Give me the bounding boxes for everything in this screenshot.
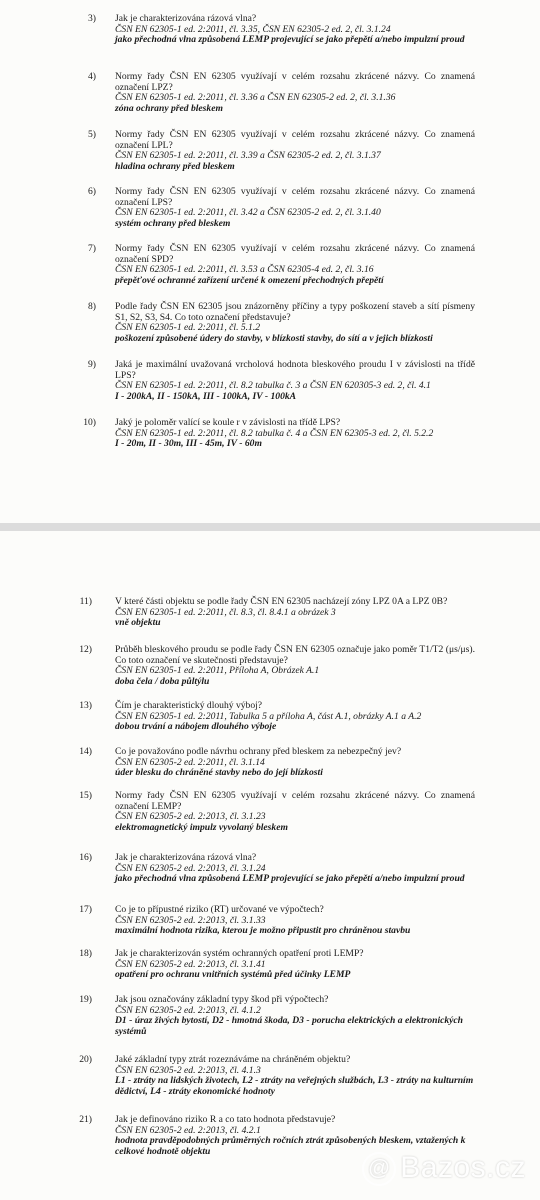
standard-reference: ČSN EN 62305-2 ed. 2:2013, čl. 3.1.24 [115, 862, 266, 874]
standard-reference: ČSN EN 62305-2 ed. 2:2013, čl. 3.1.33 [115, 914, 266, 926]
question-text: Jak je charakterizována rázová vlna? [115, 13, 257, 24]
question-number: 5) [88, 129, 96, 140]
standard-reference: ČSN EN 62305-2 ed. 2:2013, čl. 4.1.2 [115, 1004, 261, 1016]
question-text: Jak je charakterizována rázová vlna? [115, 852, 257, 863]
answer-text: maximální hodnota rizika, kterou je možno připustit pro chráněnou stavbu [115, 925, 411, 937]
standard-reference: ČSN EN 62305-1 ed. 2:2011, Tabulka 5 a příloha A, část A.1, obrázky A.1 a A.2 [115, 710, 422, 722]
question-number: 18) [79, 948, 92, 959]
question-text: Normy řady ČSN EN 62305 využívají v celém rozsahu zkrácené názvy. Co znamená označení LPZ? [115, 71, 475, 93]
answer-text: jako přechodná vlna způsobená LEMP projevující se jako přepětí a/nebo impulzní proud [115, 873, 465, 885]
at-sign-icon: @ [362, 1152, 396, 1186]
answer-text: vně objektu [115, 617, 161, 629]
question-number: 13) [79, 700, 92, 711]
standard-reference: ČSN EN 62305-1 ed. 2:2011, čl. 3.35, ČSN EN 62305-2 ed. 2, čl. 3.1.24 [115, 23, 391, 35]
question-text: Podle řady ČSN EN 62305 jsou znázorněny příčiny a typy poškození staveb a sítí písmeny S1, S2, S3, S4. Co toto označení představuje? [115, 301, 475, 323]
standard-reference: ČSN EN 62305-2 ed. 2:2013, čl. 4.1.3 [115, 1064, 261, 1076]
standard-reference: ČSN EN 62305-1 ed. 2:2011, čl. 8.2 tabulka č. 4 a ČSN EN 62305-3 ed. 2, čl. 5.2.2 [115, 427, 434, 439]
question-number: 10) [83, 417, 96, 428]
standard-reference: ČSN EN 62305-1 ed. 2:2011, čl. 8.3, čl. 8.4.1 a obrázek 3 [115, 606, 336, 618]
question-text: Čím je charakteristický dlouhý výboj? [115, 700, 263, 711]
question-body [115, 645, 475, 687]
standard-reference: ČSN EN 62305-1 ed. 2:2011, čl. 3.42 a ČSN 62305-2 ed. 2, čl. 3.1.40 [115, 207, 381, 219]
answer-text: doba čela / doba půltýlu [115, 675, 210, 687]
question-text: Co je považováno podle návrhu ochrany před bleskem za nebezpečný jev? [115, 746, 402, 757]
question-number: 7) [88, 243, 96, 254]
question-text: Jaká je maximální uvažovaná vrcholová hodnota bleskového proudu I v závislosti na třídě LPS? [115, 359, 475, 381]
watermark [362, 1151, 526, 1186]
document-page-1 [0, 0, 540, 523]
answer-text: hladina ochrany před bleskem [115, 160, 235, 172]
question-text: Jaký je poloměr valící se koule r v závislosti na třídě LPS? [115, 417, 341, 428]
standard-reference: ČSN EN 62305-2 ed. 2:2011, čl. 3.1.14 [115, 756, 265, 768]
question-number: 8) [88, 301, 96, 312]
question-text: Normy řady ČSN EN 62305 využívají v celém rozsahu zkrácené názvy. Co znamená označení SPD? [115, 243, 475, 265]
document-page-2 [0, 531, 540, 1200]
question-text: Normy řady ČSN EN 62305 využívají v celém rozsahu zkrácené názvy. Co znamená označení LPL? [115, 129, 475, 151]
question-body [115, 187, 475, 229]
question-body [115, 701, 475, 733]
question-text: Co je to přípustné riziko (RT) určované ve výpočtech? [115, 904, 324, 915]
question-text: Normy řady ČSN EN 62305 využívají v celém rozsahu zkrácené názvy. Co znamená označení LPS? [115, 186, 475, 208]
question-body [115, 1055, 475, 1097]
question-number: 20) [79, 1054, 92, 1065]
question-number: 21) [79, 1114, 92, 1125]
question-number: 16) [79, 852, 92, 863]
question-body [115, 244, 475, 286]
answer-text: přepěťové ochranné zařízení určené k omezení přechodných přepětí [115, 274, 384, 286]
question-body [115, 949, 475, 981]
question-body [115, 791, 475, 833]
answer-text: hodnota pravděpodobných průměrných ročních ztrát způsobených bleskem, vztažených k celkové hodnotě objektu [115, 1135, 466, 1157]
question-text: Jak jsou označovány základní typy škod při výpočtech? [115, 994, 329, 1005]
question-body [115, 418, 475, 450]
answer-text: poškození způsobené údery do stavby, v blízkosti stavby, do sítí a v jejich blízkosti [115, 332, 433, 344]
question-number: 17) [79, 904, 92, 915]
question-text: Průběh bleskového proudu se podle řady ČSN EN 62305 označuje jako poměr T1/T2 (μs/μs). Co toto označení ve skutečnosti představuje? [115, 644, 475, 666]
question-body [115, 72, 475, 114]
standard-reference: ČSN EN 62305-1 ed. 2:2011, čl. 5.1.2 [115, 322, 261, 334]
question-text: Jak je definováno riziko R a co tato hodnota představuje? [115, 1114, 336, 1125]
question-number: 6) [88, 186, 96, 197]
answer-text: I - 20m, II - 30m, III - 45m, IV - 60m [115, 438, 262, 450]
standard-reference: ČSN EN 62305-1 ed. 2:2011, čl. 3.53 a ČSN 62305-4 ed. 2, čl. 3.16 [115, 264, 374, 276]
question-text: Jak je charakterizován systém ochranných opatření proti LEMP? [115, 948, 364, 959]
question-text: V které části objektu se podle řady ČSN EN 62305 nacházejí zóny LPZ 0A a LPZ 0B? [115, 596, 448, 607]
answer-text: zóna ochrany před bleskem [115, 102, 223, 114]
question-number: 15) [79, 790, 92, 801]
question-number: 4) [88, 71, 96, 82]
standard-reference: ČSN EN 62305-1 ed. 2:2011, čl. 3.36 a ČSN EN 62305-2 ed. 2, čl. 3.1.36 [115, 92, 396, 104]
question-body [115, 853, 475, 885]
question-body [115, 995, 475, 1037]
question-text: Normy řady ČSN EN 62305 využívají v celém rozsahu zkrácené názvy. Co znamená označení LEMP? [115, 790, 475, 812]
watermark-text: Bazos.cz [400, 1150, 526, 1184]
answer-text: I - 200kA, II - 150kA, III - 100kA, IV - 100kA [115, 390, 297, 402]
question-body [115, 905, 475, 937]
answer-text: úder blesku do chráněné stavby nebo do její blízkosti [115, 767, 323, 779]
answer-text: L1 - ztráty na lidských životech, L2 - ztráty na veřejných službách, L3 - ztráty na kulturním dědictví, L4 - ztráty ekonomické hodnoty [115, 1075, 474, 1097]
standard-reference: ČSN EN 62305-2 ed. 2:2013, čl. 4.2.1 [115, 1124, 261, 1136]
standard-reference: ČSN EN 62305-1 ed. 2:2011, Příloha A, Obrázek A.1 [115, 665, 320, 677]
answer-text: systém ochrany před bleskem [115, 217, 231, 229]
standard-reference: ČSN EN 62305-2 ed. 2:2013, čl. 3.1.41 [115, 958, 266, 970]
answer-text: opatření pro ochranu vnitřních systémů před účinky LEMP [115, 969, 351, 981]
question-body [115, 14, 475, 46]
question-number: 12) [79, 644, 92, 655]
question-number: 11) [79, 596, 92, 607]
answer-text: jako přechodná vlna způsobená LEMP projevující se jako přepětí a/nebo impulzní proud [115, 34, 465, 46]
answer-text: elektromagnetický impulz vyvolaný bleskem [115, 821, 288, 833]
standard-reference: ČSN EN 62305-1 ed. 2:2011, čl. 8.2 tabulka č. 3 a ČSN EN 620305-3 ed. 2, čl. 4.1 [115, 380, 431, 392]
standard-reference: ČSN EN 62305-1 ed. 2:2011, čl. 3.39 a ČSN 62305-2 ed. 2, čl. 3.1.37 [115, 150, 381, 162]
standard-reference: ČSN EN 62305-2 ed. 2:2013, čl. 3.1.23 [115, 811, 266, 823]
answer-text: dobou trvání a nábojem dlouhého výboje [115, 721, 277, 733]
question-body [115, 360, 475, 402]
question-body [115, 130, 475, 172]
question-body [115, 597, 475, 629]
question-number: 9) [88, 359, 96, 370]
question-body [115, 747, 475, 779]
question-text: Jaké základní typy ztrát rozeznáváme na chráněném objektu? [115, 1054, 351, 1065]
answer-text: D1 - úraz živých bytostí, D2 - hmotná škoda, D3 - porucha elektrických a elektronických systémů [115, 1015, 464, 1037]
question-number: 19) [79, 994, 92, 1005]
question-number: 14) [79, 746, 92, 757]
question-body [115, 302, 475, 344]
question-number: 3) [88, 13, 96, 24]
